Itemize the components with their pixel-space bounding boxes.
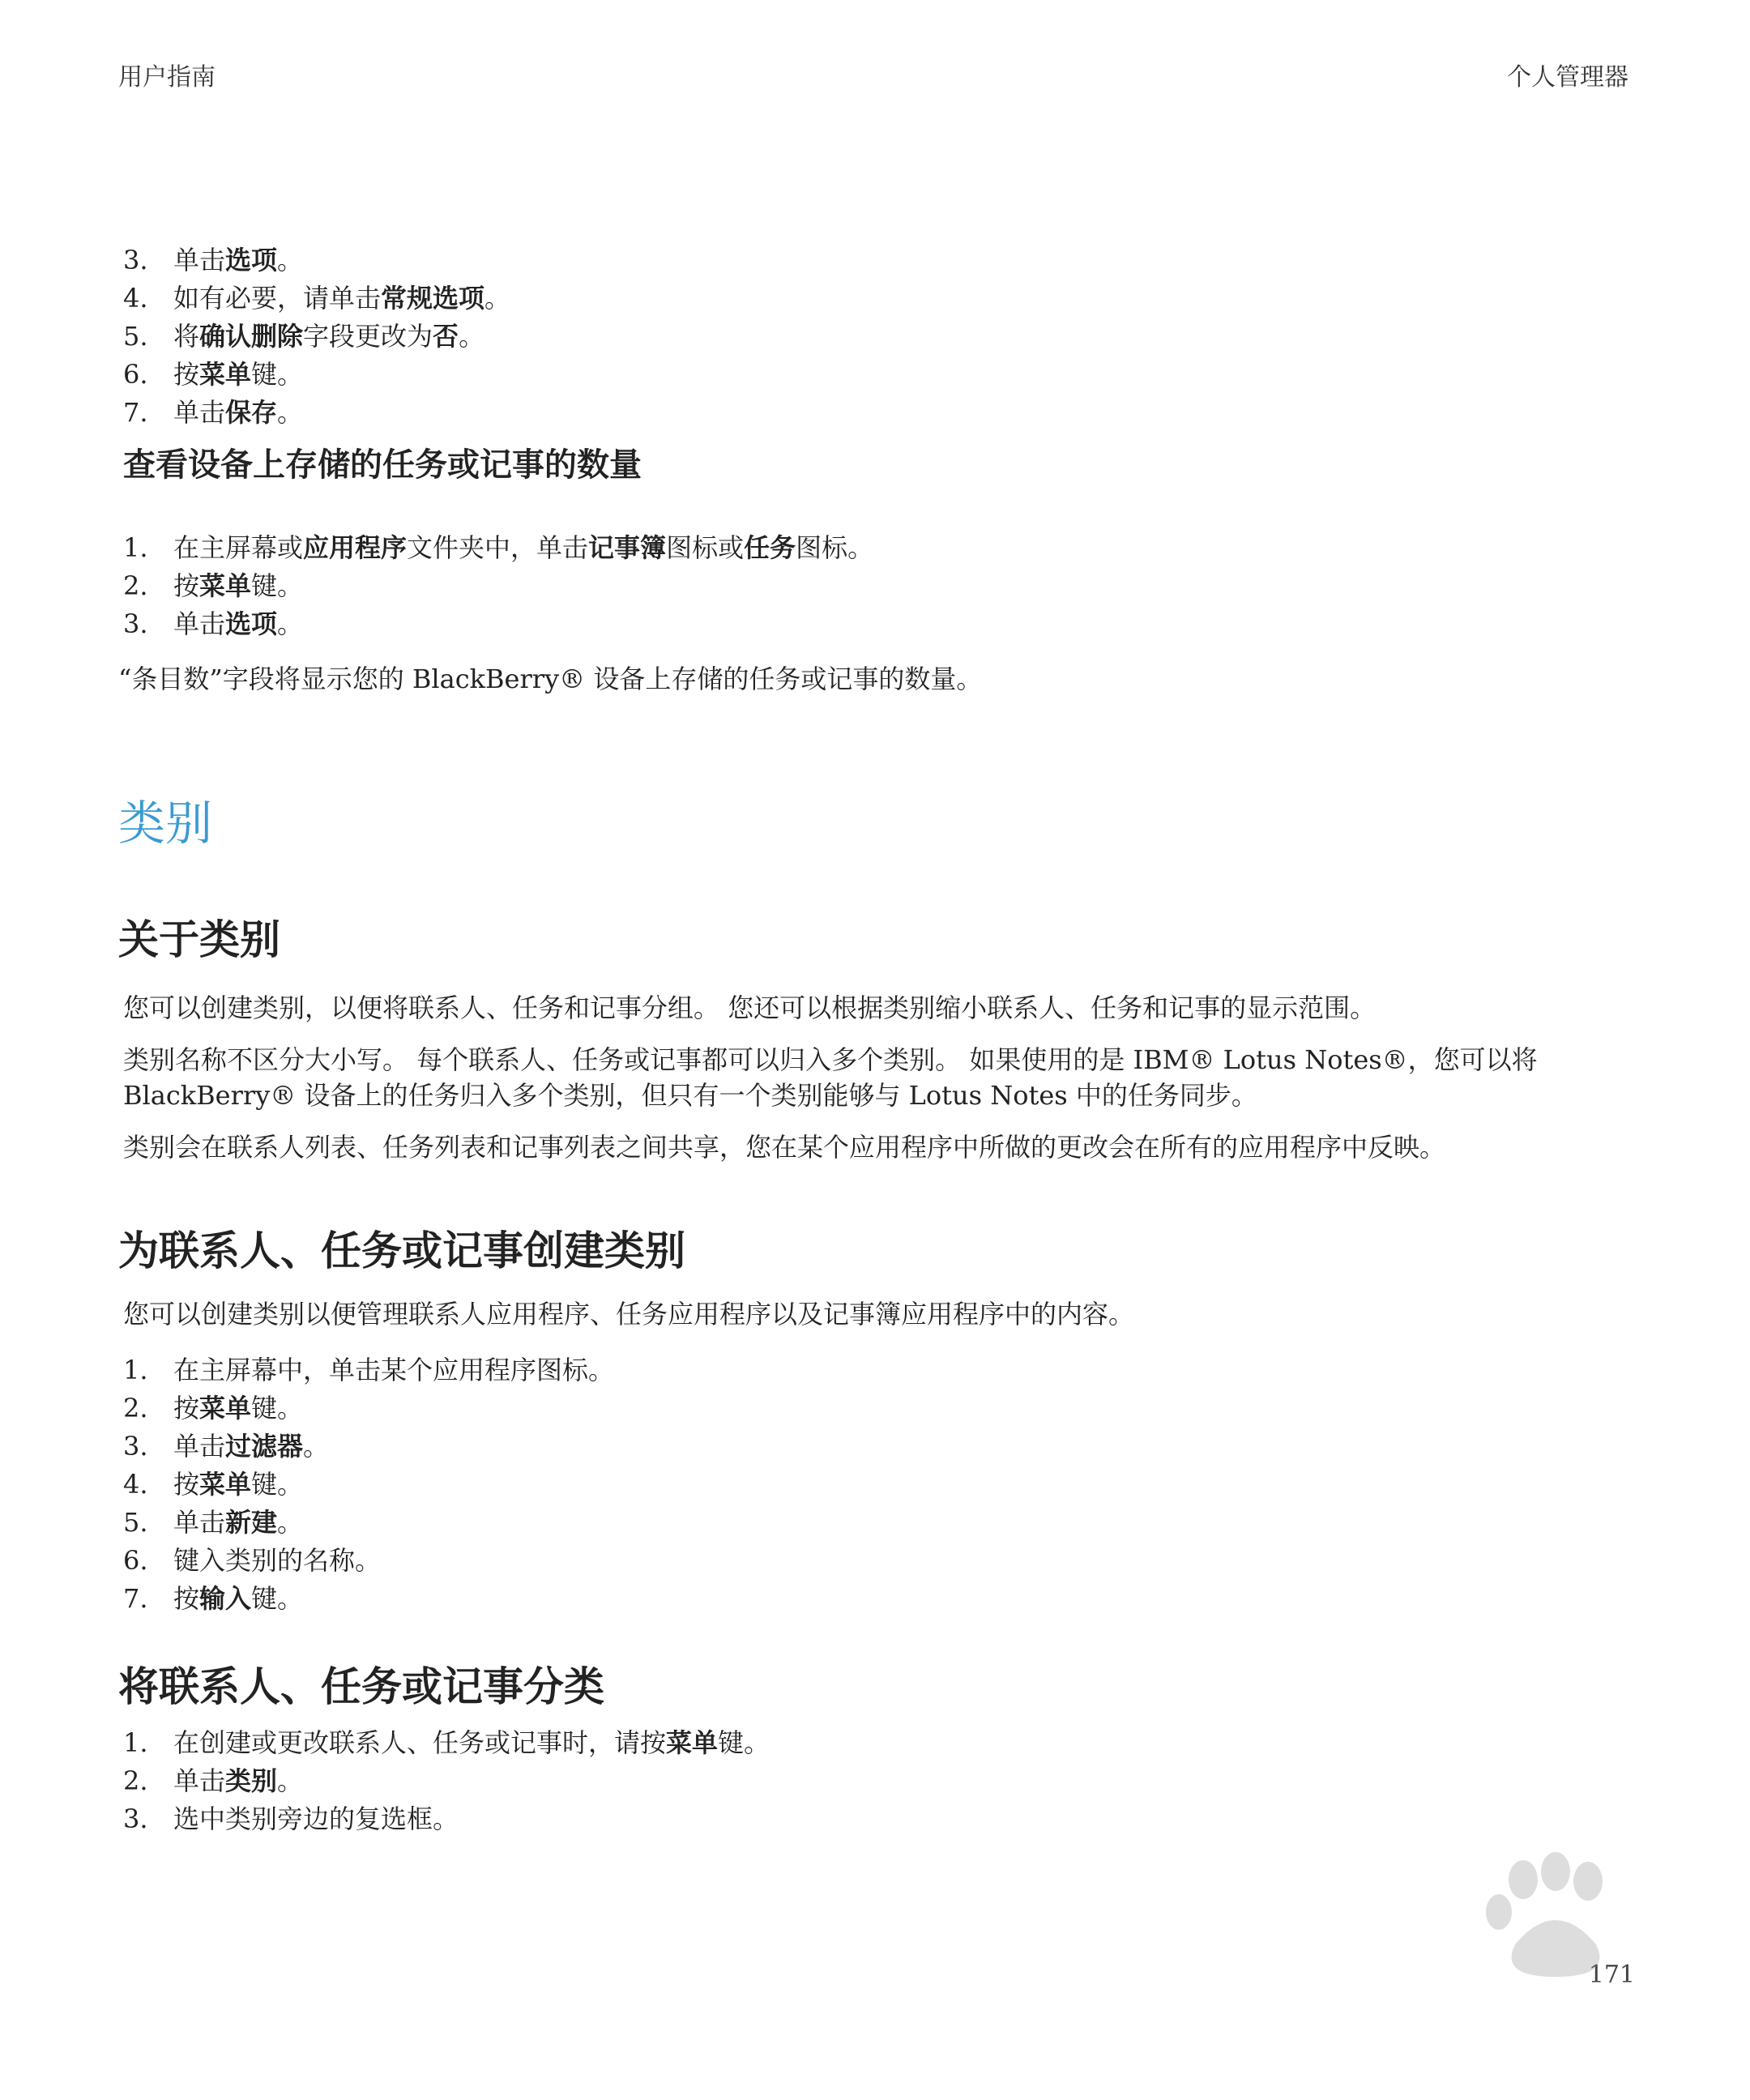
step-count-2: [123, 567, 873, 605]
step-create-2: [123, 1389, 614, 1428]
step-number: 7.: [123, 397, 148, 428]
step-number: 3.: [123, 245, 148, 275]
about-para-2: 类别名称不区分大小写。 每个联系人、任务或记事都可以归入多个类别。 如果使用的是 IBM® Lotus Notes®，您可以将 BlackBerry® 设备上的任务归入多个类别，但只有一个类别能够与 Lotus Notes 中的任务同步。: [123, 1044, 1538, 1111]
step-top-4: [123, 356, 510, 394]
section-classify-title: 将联系人、任务或记事分类: [118, 1663, 604, 1710]
step-top-1: [123, 241, 510, 280]
step-text: 单击类别。: [173, 1765, 304, 1796]
step-text: 单击过滤器。: [173, 1431, 330, 1462]
step-count-3: [123, 605, 873, 643]
steps-top-list: [123, 241, 510, 432]
page-number: 171: [1588, 1961, 1635, 1989]
step-number: 4.: [123, 283, 148, 314]
step-number: 3.: [123, 1431, 148, 1462]
step-text: 按菜单键。: [173, 359, 304, 390]
step-number: 3.: [123, 608, 148, 639]
step-number: 1.: [123, 1727, 148, 1758]
step-create-5: [123, 1504, 614, 1542]
step-top-3: [123, 318, 510, 356]
section-count-note: “条目数”字段将显示您的 BlackBerry® 设备上存储的任务或记事的数量。: [118, 664, 983, 694]
step-text: 按输入键。: [173, 1583, 304, 1614]
step-number: 6.: [123, 1545, 148, 1576]
baidu-watermark: [1353, 1847, 1677, 2094]
step-number: 2.: [123, 1393, 148, 1423]
step-text: 按菜单键。: [173, 570, 304, 601]
step-top-2: [123, 280, 510, 318]
about-para-1: 您可以创建类别，以便将联系人、任务和记事分组。 您还可以根据类别缩小联系人、任务和记事的显示范围。: [123, 992, 1377, 1023]
step-count-1: [123, 529, 873, 567]
section-classify-steps: [123, 1724, 770, 1838]
step-create-1: [123, 1351, 614, 1389]
step-classify-1: [123, 1724, 770, 1762]
chapter-title: 类别: [118, 796, 213, 851]
step-create-3: [123, 1428, 614, 1466]
step-text: 将确认删除字段更改为否。: [173, 321, 485, 352]
step-number: 2.: [123, 1765, 148, 1796]
step-text: 单击选项。: [173, 608, 304, 639]
section-count-steps: [123, 529, 873, 643]
step-text: 在主屏幕中，单击某个应用程序图标。: [173, 1355, 615, 1385]
section-create-title: 为联系人、任务或记事创建类别: [118, 1227, 685, 1274]
section-create-steps: [123, 1351, 614, 1618]
header-section-title: 个人管理器: [1507, 63, 1628, 92]
step-number: 5.: [123, 321, 148, 352]
step-text: 键入类别的名称。: [173, 1545, 382, 1576]
about-para-3: 类别会在联系人列表、任务列表和记事列表之间共享，您在某个应用程序中所做的更改会在所有的应用程序中反映。: [123, 1132, 1446, 1163]
step-number: 7.: [123, 1583, 148, 1614]
step-number: 2.: [123, 570, 148, 601]
step-top-5: [123, 394, 510, 432]
step-text: 按菜单键。: [173, 1469, 304, 1500]
step-text: 单击新建。: [173, 1507, 304, 1538]
step-create-6: [123, 1542, 614, 1580]
section-about-title: 关于类别: [118, 916, 280, 963]
step-number: 5.: [123, 1507, 148, 1538]
step-number: 1.: [123, 532, 148, 563]
step-classify-3: [123, 1800, 770, 1838]
step-text: 在创建或更改联系人、任务或记事时，请按菜单键。: [173, 1727, 770, 1758]
step-text: 单击选项。: [173, 245, 304, 275]
step-text: 单击保存。: [173, 397, 304, 428]
section-count-title: 查看设备上存储的任务或记事的数量: [123, 446, 642, 484]
step-number: 1.: [123, 1355, 148, 1385]
step-number: 3.: [123, 1803, 148, 1834]
step-text: 在主屏幕或应用程序文件夹中，单击记事簿图标或任务图标。: [173, 532, 874, 563]
step-create-7: [123, 1580, 614, 1618]
step-number: 4.: [123, 1469, 148, 1500]
step-text: 选中类别旁边的复选框。: [173, 1803, 459, 1834]
step-classify-2: [123, 1762, 770, 1800]
step-text: 如有必要，请单击常规选项。: [173, 283, 511, 314]
header-doc-title: 用户指南: [118, 63, 216, 92]
step-create-4: [123, 1466, 614, 1504]
section-create-intro: 您可以创建类别以便管理联系人应用程序、任务应用程序以及记事簿应用程序中的内容。: [123, 1299, 1135, 1330]
step-text: 按菜单键。: [173, 1393, 304, 1423]
step-number: 6.: [123, 359, 148, 390]
